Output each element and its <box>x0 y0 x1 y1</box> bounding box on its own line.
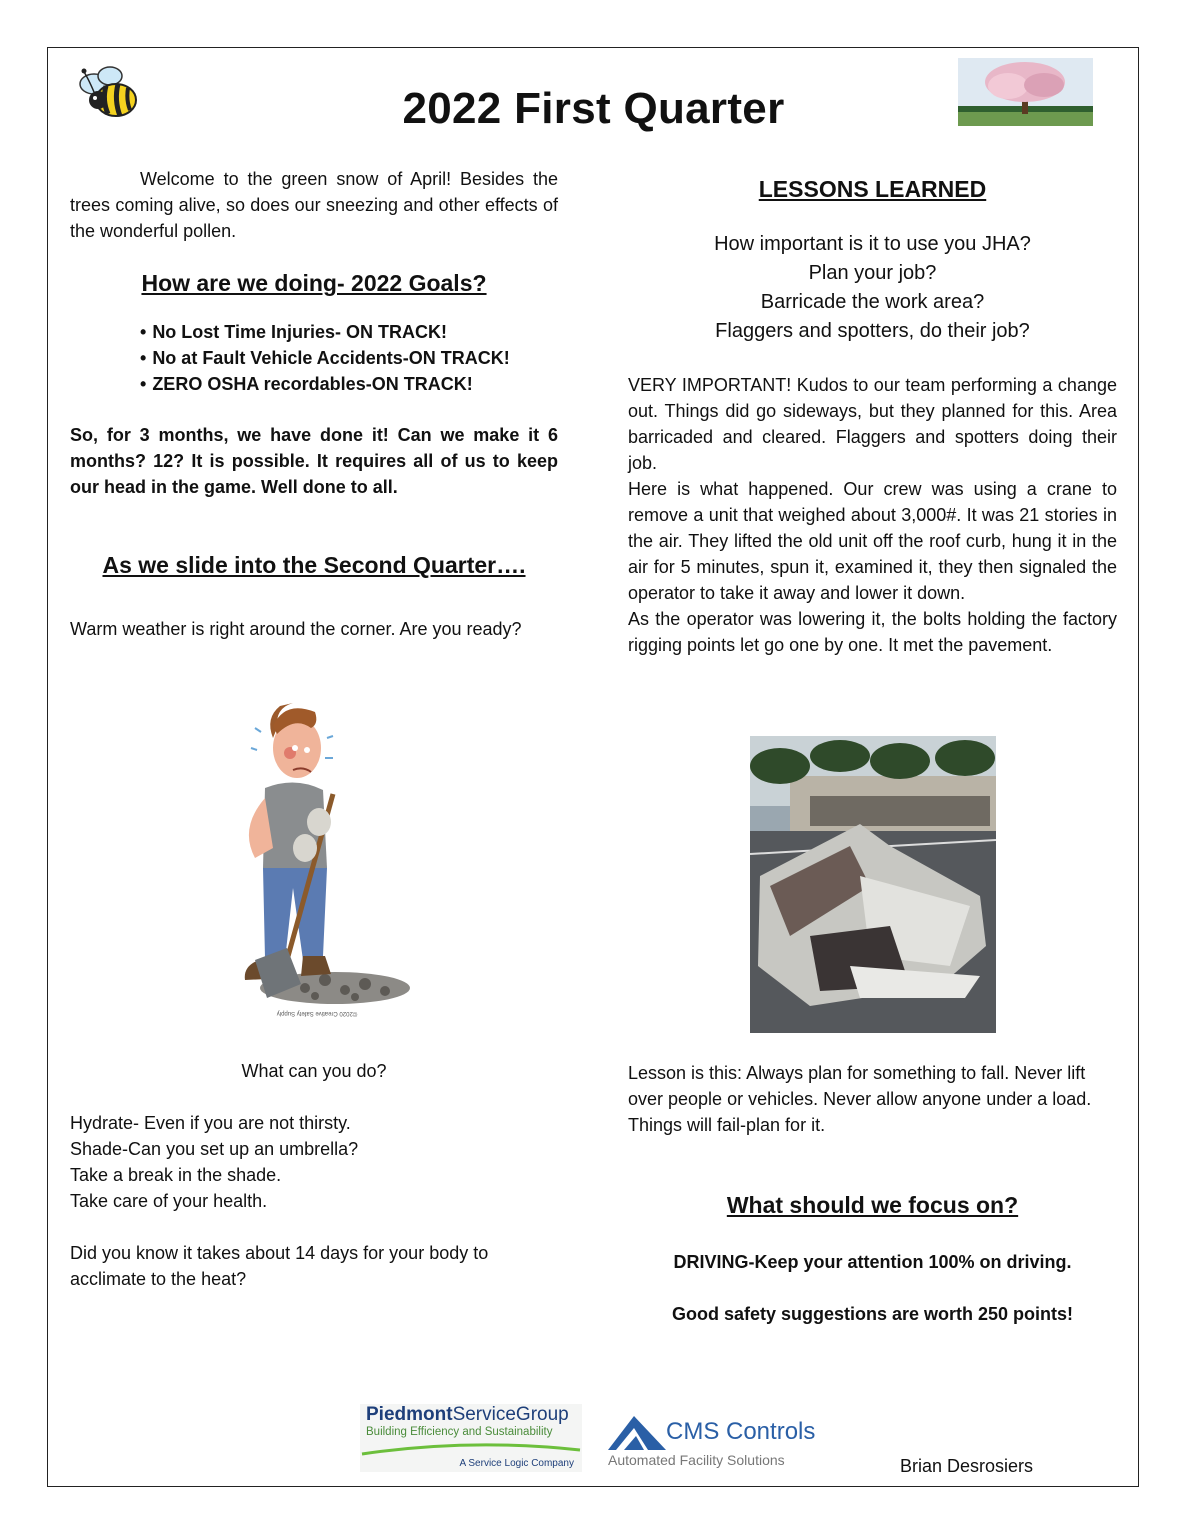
tips-list <box>70 1110 558 1214</box>
goals-list-wrap <box>140 319 580 397</box>
focus-driving: DRIVING-Keep your attention 100% on driving. <box>673 1252 1072 1272</box>
question-item: Barricade the work area? <box>760 291 985 313</box>
focus-points: Good safety suggestions are worth 250 points! <box>671 1304 1074 1324</box>
goals-list <box>140 319 580 397</box>
image-caption: ©2020 Creative Safety Supply <box>276 1010 358 1016</box>
story-paragraph: VERY IMPORTANT! Kudos to our team performing a change out. Things did go sideways, but they planned for this. Area barricaded and cleared. Flaggers and spotters doing their job. <box>628 375 1117 473</box>
sweating-worker-illustration <box>215 698 420 1020</box>
warm-weather-paragraph: Warm weather is right around the corner. Are you ready? <box>70 619 522 639</box>
cms-name: CMS Controls <box>666 1418 816 1445</box>
piedmont-sub: A Service Logic Company <box>459 1458 574 1469</box>
question-item: Flaggers and spotters, do their job? <box>715 320 1030 342</box>
piedmont-logo <box>360 1404 582 1472</box>
question-item: How important is it to use you JHA? <box>714 233 1031 255</box>
goals-heading: How are we doing- 2022 Goals? <box>141 270 487 296</box>
cms-logo <box>606 1414 826 1474</box>
mountain-icon <box>608 1416 666 1450</box>
goal-item: • ZERO OSHA recordables-ON TRACK! <box>140 371 580 397</box>
goal-item: • No at Fault Vehicle Accidents-ON TRACK! <box>140 345 580 371</box>
acclimate-paragraph: Did you know it takes about 14 days for your body to acclimate to the heat? <box>70 1243 489 1289</box>
cms-tagline: Automated Facility Solutions <box>608 1452 785 1468</box>
fallen-unit-photo <box>750 736 996 1033</box>
story-paragraph: Here is what happened. Our crew was using a crane to remove a unit that weighed about 3,000#. It was 21 stories in the air. They lifted the old unit off the roof curb, hung it in the air for 5 minutes, spun it, examined it, they then signaled the operator to take it away and lower it down. <box>628 479 1117 603</box>
tip-item: Take a break in the shade. <box>70 1165 282 1185</box>
piedmont-tagline: Building Efficiency and Sustainability <box>366 1426 553 1438</box>
lessons-questions <box>628 230 1117 346</box>
intro-paragraph: Welcome to the green snow of April! Besides the trees coming alive, so does our sneezing and other effects of the wonderful pollen. <box>70 169 558 241</box>
tip-item: Hydrate- Even if you are not thirsty. <box>70 1113 351 1133</box>
tip-item: Take care of your health. <box>70 1191 268 1211</box>
author-name: Brian Desrosiers <box>900 1456 1034 1476</box>
swoosh-icon <box>360 1440 582 1458</box>
left-column <box>70 166 558 244</box>
lesson-paragraph: Lesson is this: Always plan for something to fall. Never lift over people or vehicles. Never allow anyone under a load. Things will fail-plan for it. <box>628 1063 1092 1135</box>
what-can-you-do: What can you do? <box>241 1061 387 1081</box>
second-quarter-heading: As we slide into the Second Quarter…. <box>102 552 526 578</box>
page-title: 2022 First Quarter <box>402 84 785 133</box>
goal-item: • No Lost Time Injuries- ON TRACK! <box>140 319 580 345</box>
goals-summary: So, for 3 months, we have done it! Can we make it 6 months? 12? It is possible. It requires all of us to keep our head in the game. Well done to all. <box>70 425 558 497</box>
tip-item: Shade-Can you set up an umbrella? <box>70 1139 359 1159</box>
piedmont-name-a: Piedmont <box>366 1404 453 1425</box>
question-item: Plan your job? <box>808 262 937 284</box>
piedmont-name-b: ServiceGroup <box>452 1404 569 1425</box>
incident-story <box>628 372 1117 658</box>
focus-heading: What should we focus on? <box>726 1192 1019 1218</box>
story-paragraph: As the operator was lowering it, the bolts holding the factory rigging points let go one by one. It met the pavement. <box>628 609 1117 655</box>
lessons-heading: LESSONS LEARNED <box>758 176 987 202</box>
